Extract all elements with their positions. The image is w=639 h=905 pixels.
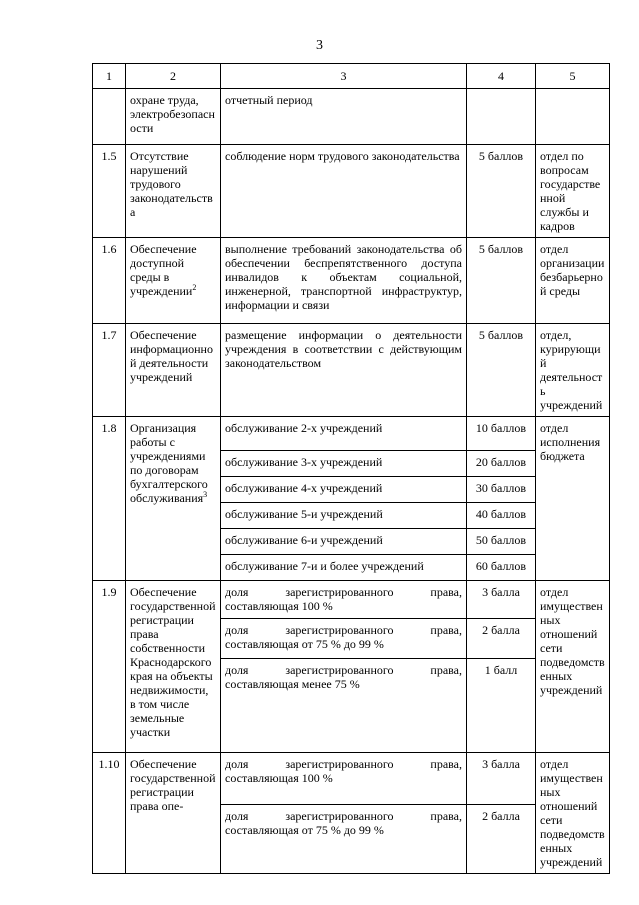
header-cell: 5 <box>536 64 610 89</box>
indicator-name: Обеспечение государственной регистрации права опе- <box>126 753 221 874</box>
criteria-cell: обслуживание 6-и учреждений <box>221 529 467 555</box>
points-cell: 3 балла <box>467 581 536 619</box>
points-cell: 50 баллов <box>467 529 536 555</box>
points-cell: 40 баллов <box>467 503 536 529</box>
page-number: 3 <box>316 38 323 53</box>
points-cell: 30 баллов <box>467 477 536 503</box>
header-cell: 2 <box>126 64 221 89</box>
header-cell: 4 <box>467 64 536 89</box>
points-cell: 2 балла <box>467 619 536 659</box>
department-cell: отдел исполнения бюджета <box>536 417 610 581</box>
header-cell: 1 <box>93 64 126 89</box>
indicator-name <box>126 238 221 324</box>
criteria-cell: доля зарегистрированного права, составляющая 100 % <box>221 581 467 619</box>
criteria-cell: обслуживание 4-х учреждений <box>221 477 467 503</box>
points-cell: 5 баллов <box>467 238 536 324</box>
table-header-row <box>93 64 610 89</box>
department-cell: отдел организации безбарьерной среды <box>536 238 610 324</box>
header-cell: 3 <box>221 64 467 89</box>
points-cell: 10 баллов <box>467 417 536 451</box>
criteria-cell: доля зарегистрированного права, составляющая 100 % <box>221 753 467 805</box>
row-number: 1.9 <box>93 581 126 753</box>
criteria-cell: отчетный период <box>221 89 467 145</box>
indicator-name: охране труда, электробезопасности <box>126 89 221 145</box>
points-cell: 5 баллов <box>467 145 536 238</box>
table-row <box>93 324 610 417</box>
table-row <box>93 89 610 145</box>
criteria-cell: обслуживание 7-и и более учреждений <box>221 555 467 581</box>
points-cell: 3 балла <box>467 753 536 805</box>
criteria-cell: доля зарегистрированного права, составляющая от 75 % до 99 % <box>221 619 467 659</box>
criteria-cell: обслуживание 2-х учреждений <box>221 417 467 451</box>
points-cell <box>467 89 536 145</box>
table-row <box>93 238 610 324</box>
indicator-name-text: Организация работы с учреждениями по договорам бухгалтерского обслуживания <box>130 421 208 505</box>
points-cell: 60 баллов <box>467 555 536 581</box>
department-cell: отдел, курирующий деятельность учреждений <box>536 324 610 417</box>
row-number: 1.8 <box>93 417 126 581</box>
criteria-cell: доля зарегистрированного права, составляющая менее 75 % <box>221 659 467 753</box>
footnote-mark: 3 <box>203 490 208 499</box>
row-number: 1.7 <box>93 324 126 417</box>
criteria-cell: доля зарегистрированного права, составляющая от 75 % до 99 % <box>221 805 467 874</box>
indicator-name <box>126 417 221 581</box>
points-cell: 2 балла <box>467 805 536 874</box>
criteria-table <box>92 63 610 874</box>
footnote-mark: 2 <box>192 283 197 292</box>
table-row <box>93 417 610 451</box>
criteria-cell: размещение информации о деятельности учреждения в соответствии с действующим законодательством <box>221 324 467 417</box>
indicator-name-text: Обеспечение доступной среды в учреждении <box>130 242 197 298</box>
table-row <box>93 581 610 619</box>
points-cell: 5 баллов <box>467 324 536 417</box>
points-cell: 1 балл <box>467 659 536 753</box>
indicator-name: Отсутствие нарушений трудового законодательства <box>126 145 221 238</box>
department-cell: отдел имущественных отношений сети подведомственных учреждений <box>536 753 610 874</box>
criteria-cell: соблюдение норм трудового законодательства <box>221 145 467 238</box>
row-number <box>93 89 126 145</box>
criteria-cell: выполнение требований законодательства об обеспечении беспрепятственного доступа инвалидов к объектам социальной, инженерной, транспортной инфраструктур, информации и связи <box>221 238 467 324</box>
criteria-cell: обслуживание 5-и учреждений <box>221 503 467 529</box>
table-row <box>93 753 610 805</box>
criteria-cell: обслуживание 3-х учреждений <box>221 451 467 477</box>
department-cell <box>536 89 610 145</box>
row-number: 1.10 <box>93 753 126 874</box>
department-cell: отдел имущественных отношений сети подведомственных учреждений <box>536 581 610 753</box>
table-row <box>93 145 610 238</box>
indicator-name: Обеспечение информационной деятельности учреждений <box>126 324 221 417</box>
row-number: 1.6 <box>93 238 126 324</box>
indicator-name: Обеспечение государственной регистрации права собственности Краснодарского края на объекты недвижимости, в том числе земельные участки <box>126 581 221 753</box>
department-cell: отдел по вопросам государственной службы и кадров <box>536 145 610 238</box>
row-number: 1.5 <box>93 145 126 238</box>
points-cell: 20 баллов <box>467 451 536 477</box>
